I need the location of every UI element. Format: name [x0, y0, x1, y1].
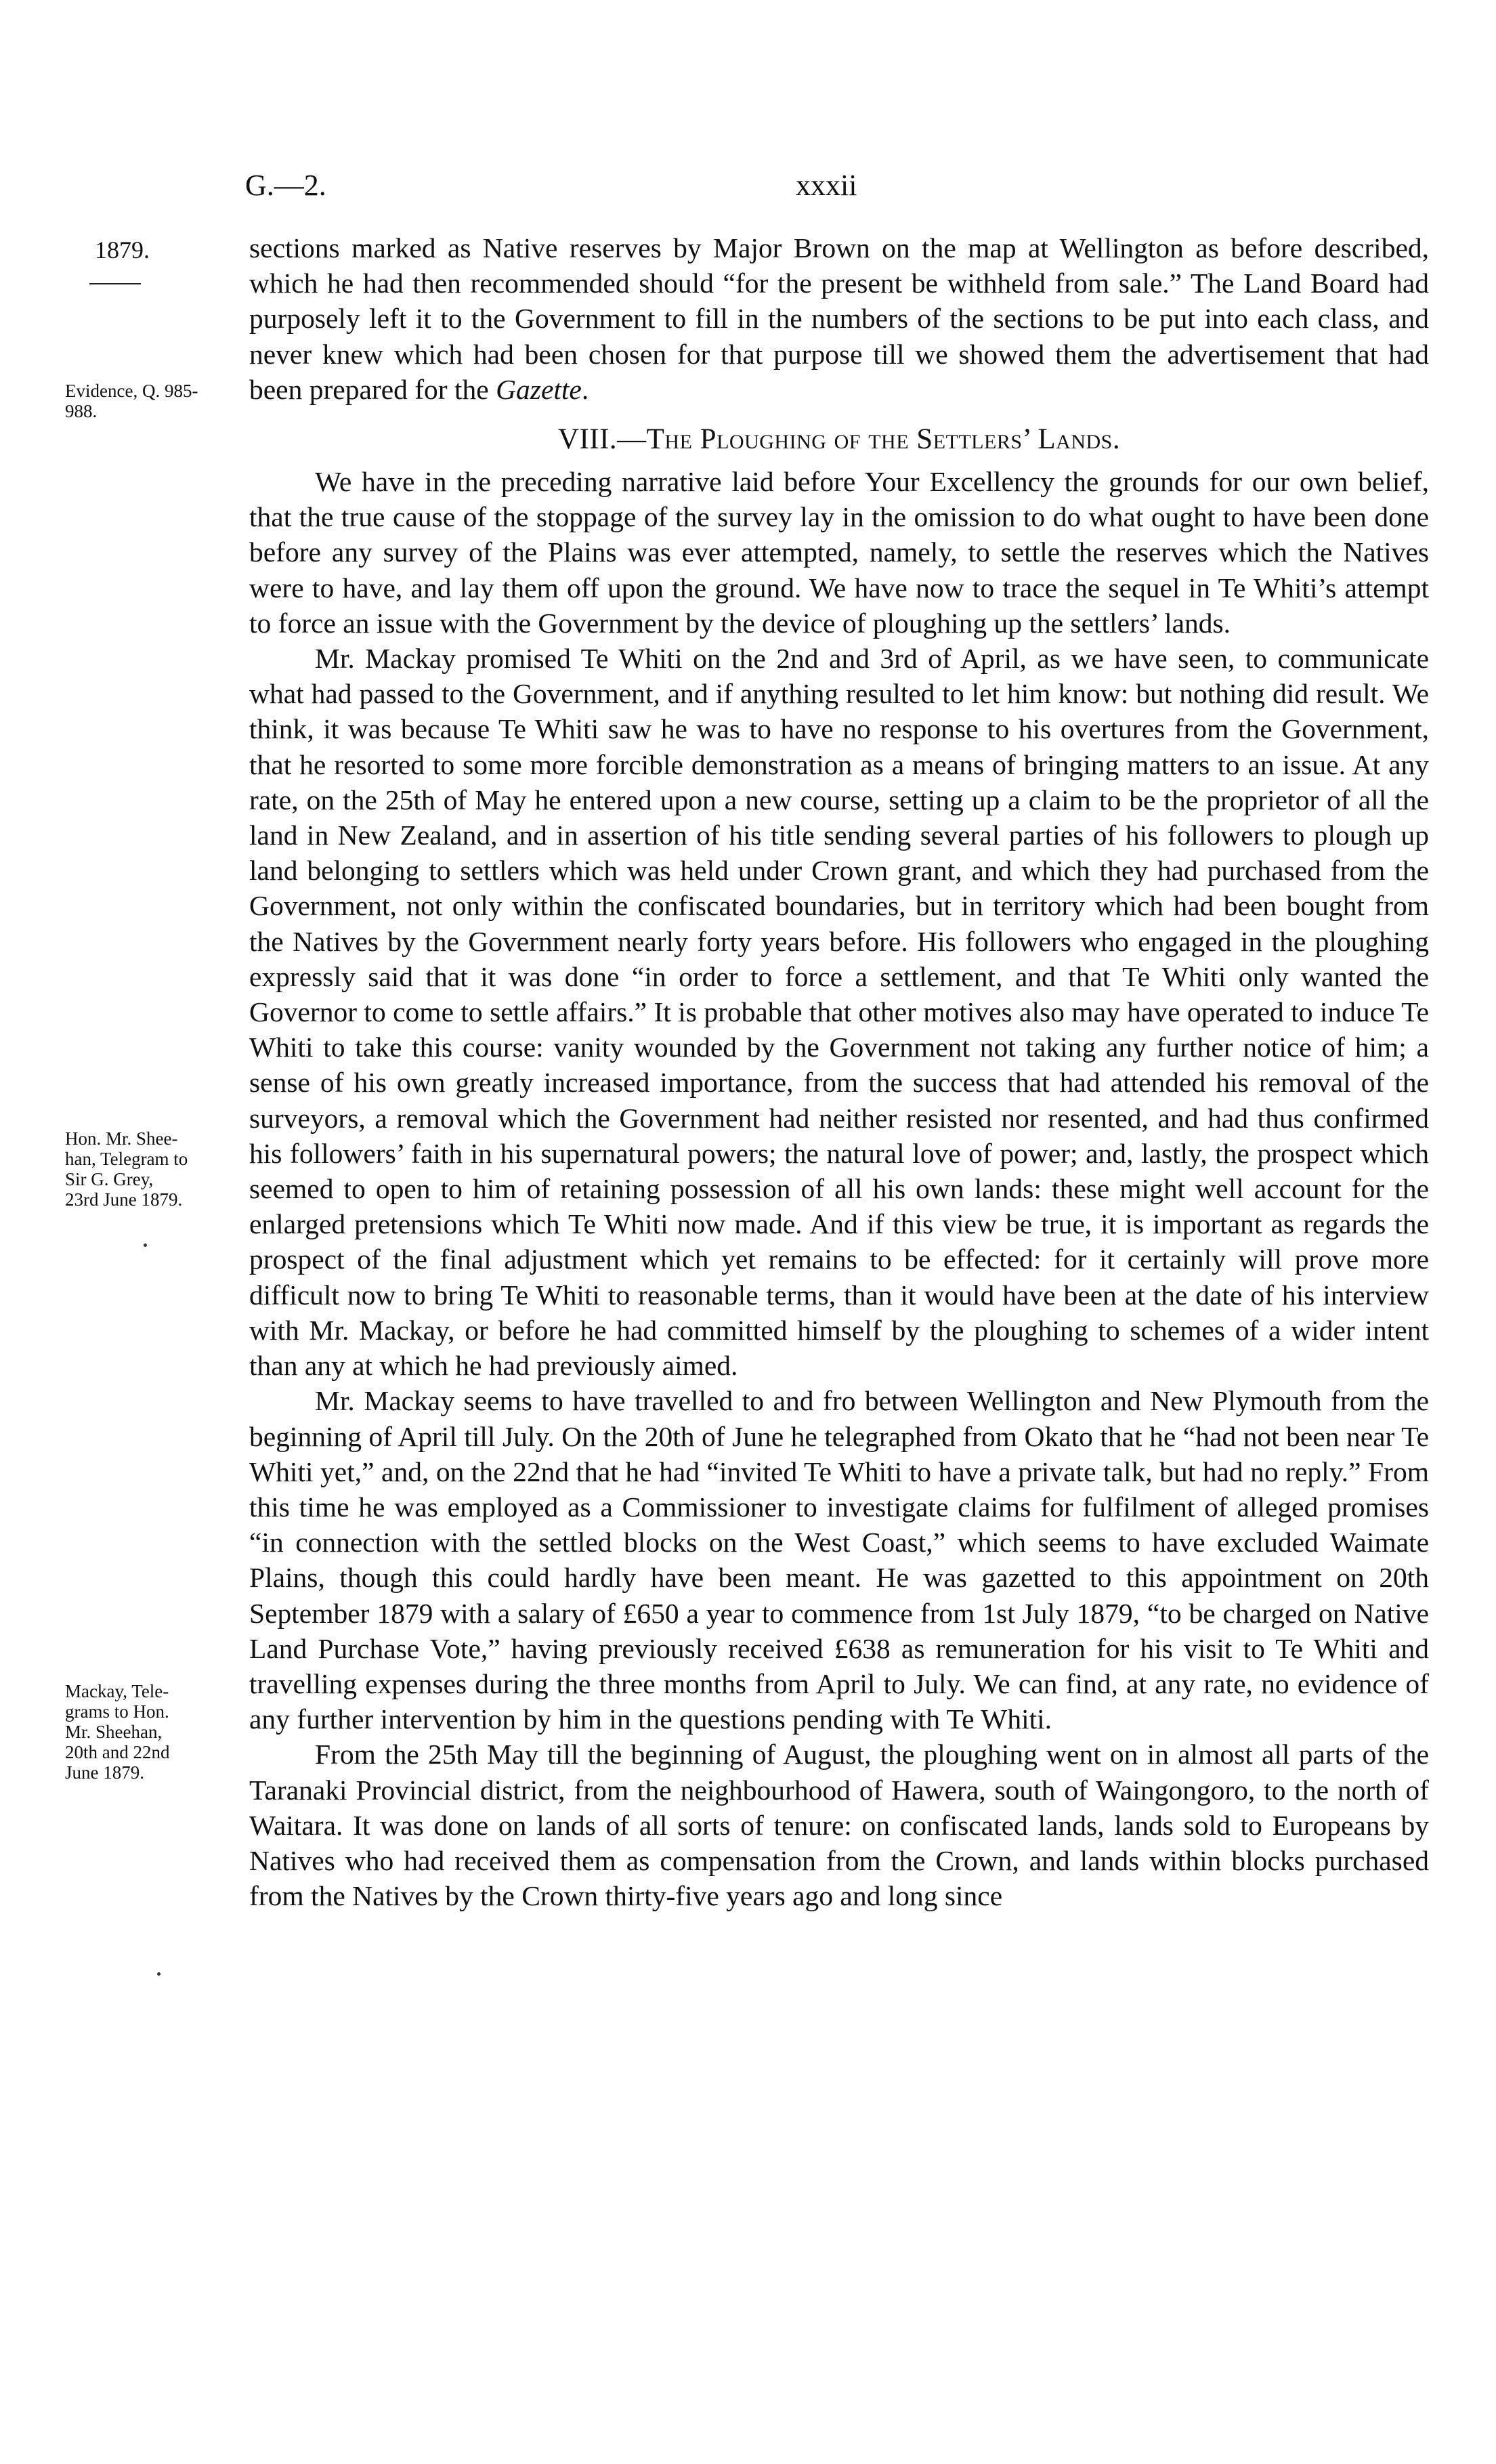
margin-line: 20th and 22nd [65, 1742, 170, 1762]
margin-line: Evidence, Q. 985- [65, 381, 198, 401]
margin-dot [157, 1972, 161, 1976]
paragraph: We have in the preceding narrative laid before Your Excellency the grounds for our own belief, that the true cause of the stoppage of the survey lay in the omission to do what ought to have been done before any survey of the Plains was ever attempted, namely, to settle the reserves which the Natives were to have, and lay them off upon the ground. We have now to trace the sequel in Te Whiti’s attempt to force an issue with the Government by the device of ploughing up the settlers’ lands. [249, 466, 1429, 639]
paragraph: Mr. Mackay promised Te Whiti on the 2nd and 3rd of April, as we have seen, to communicate what had passed to the Government, and if anything resulted to let him know: but nothing did result. We think, it was because Te Whiti saw he was to have no response to his overtures from the Government, that he resorted to some more forcible demonstration as a means of bringing matters to an issue. At any rate, on the 25th of May he entered upon a new course, setting up a claim to be the proprietor of all the land in New Zealand, and in assertion of his title sending several parties of his followers to plough up land belonging to settlers which was held under Crown grant, and which they had purchased from the Government, not only within the confiscated boundaries, but in territory which had been bought from the Natives by the Government nearly forty years before. His followers who engaged in the ploughing expressly said that it was done “in order to force a settlement, and that Te Whiti only wanted the Governor to come to settle affairs.” It is probable that other motives also may have operated to induce Te Whiti to take this course: vanity wounded by the Government not taking any further notice of him; a sense of his own greatly increased importance, from the success that had attended his removal of the surveyors, a removal which the Government had neither resisted nor resented, and had thus confirmed his followers’ faith in his supernatural powers; the natural love of power; and, lastly, the prospect which seemed to open to him of retaining possession of all his own lands: these might well account for the enlarged pretensions which Te Whiti now made. And if this view be true, it is important as regards the prospect of the final adjustment which yet remains to be effected: for it certainly will prove more difficult now to bring Te Whiti to reasonable terms, than it would have been at the date of his interview with Mr. Mackay, or before he had committed himself by the ploughing to schemes of a wider intent than any at which he had previously aimed. [249, 643, 1429, 1382]
section-heading: VIII.—The Ploughing of the Settlers’ Lands. [557, 423, 1121, 456]
margin-dot [144, 1244, 147, 1247]
margin-line: June 1879. [65, 1762, 144, 1783]
margin-year: 1879. [95, 236, 150, 263]
margin-note-mackay [65, 1681, 170, 1783]
margin-line: Sir G. Grey, [65, 1169, 154, 1189]
paper-code: G.—2. [245, 169, 326, 202]
margin-line: 988. [65, 401, 98, 421]
margin-line: grams to Hon. [65, 1701, 169, 1722]
body-text [249, 230, 1429, 1913]
page-number: xxxii [796, 169, 857, 202]
paragraph: Mr. Mackay seems to have travelled to and fro between Wellington and New Plymouth from the beginning of April till July. On the 20th of June he telegraphed from Okato that he “had not been near Te Whiti yet,” and, on the 22nd that he had “invited Te Whiti to have a private talk, but had no reply.” From this time he was employed as a Commissioner to investigate claims for fulfilment of alleged promises “in connection with the settled blocks on the West Coast,” which seems to have excluded Waimate Plains, though this could hardly have been meant. He was gazetted to this appointment on 20th September 1879 with a salary of £650 a year to commence from 1st July 1879, “to be charged on Native Land Purchase Vote,” having previously received £638 as remuneration for his visit to Te Whiti and travelling expenses during the three months from April to July. We can find, at any rate, no evidence of any further intervention by him in the questions pending with Te Whiti. [249, 1385, 1429, 1735]
margin-note-evidence [65, 381, 198, 421]
paragraph: sections marked as Native reserves by Major Brown on the map at Wellington as before described, which he had then recommended should “for the present be withheld from sale.” The Land Board had purposely left it to the Government to fill in the numbers of the sections to be put into each class, and never knew which had been chosen for that purpose till we showed them the advertisement that had been prepared for the Gazette. [249, 232, 1429, 405]
paragraph: From the 25th May till the beginning of August, the ploughing went on in almost all parts of the Taranaki Provincial district, from the neighbourhood of Hawera, south of Waingongoro, to the north of Waitara. It was done on lands of all sorts of tenure: on confiscated lands, lands sold to Europeans by Natives who had received them as compensation from the Crown, and lands within blocks purchased from the Natives by the Crown thirty-five years ago and long since [249, 1739, 1429, 1912]
margin-line: 23rd June 1879. [65, 1189, 183, 1210]
margin-line: han, Telegram to [65, 1149, 188, 1169]
gazette-title: Gazette [496, 373, 582, 405]
margin-note-telegram [65, 1128, 188, 1210]
margin-line: Mackay, Tele- [65, 1681, 169, 1701]
margin-line: Mr. Sheehan, [65, 1722, 163, 1742]
margin-dash [89, 283, 141, 284]
margin-line: Hon. Mr. Shee- [65, 1128, 178, 1149]
